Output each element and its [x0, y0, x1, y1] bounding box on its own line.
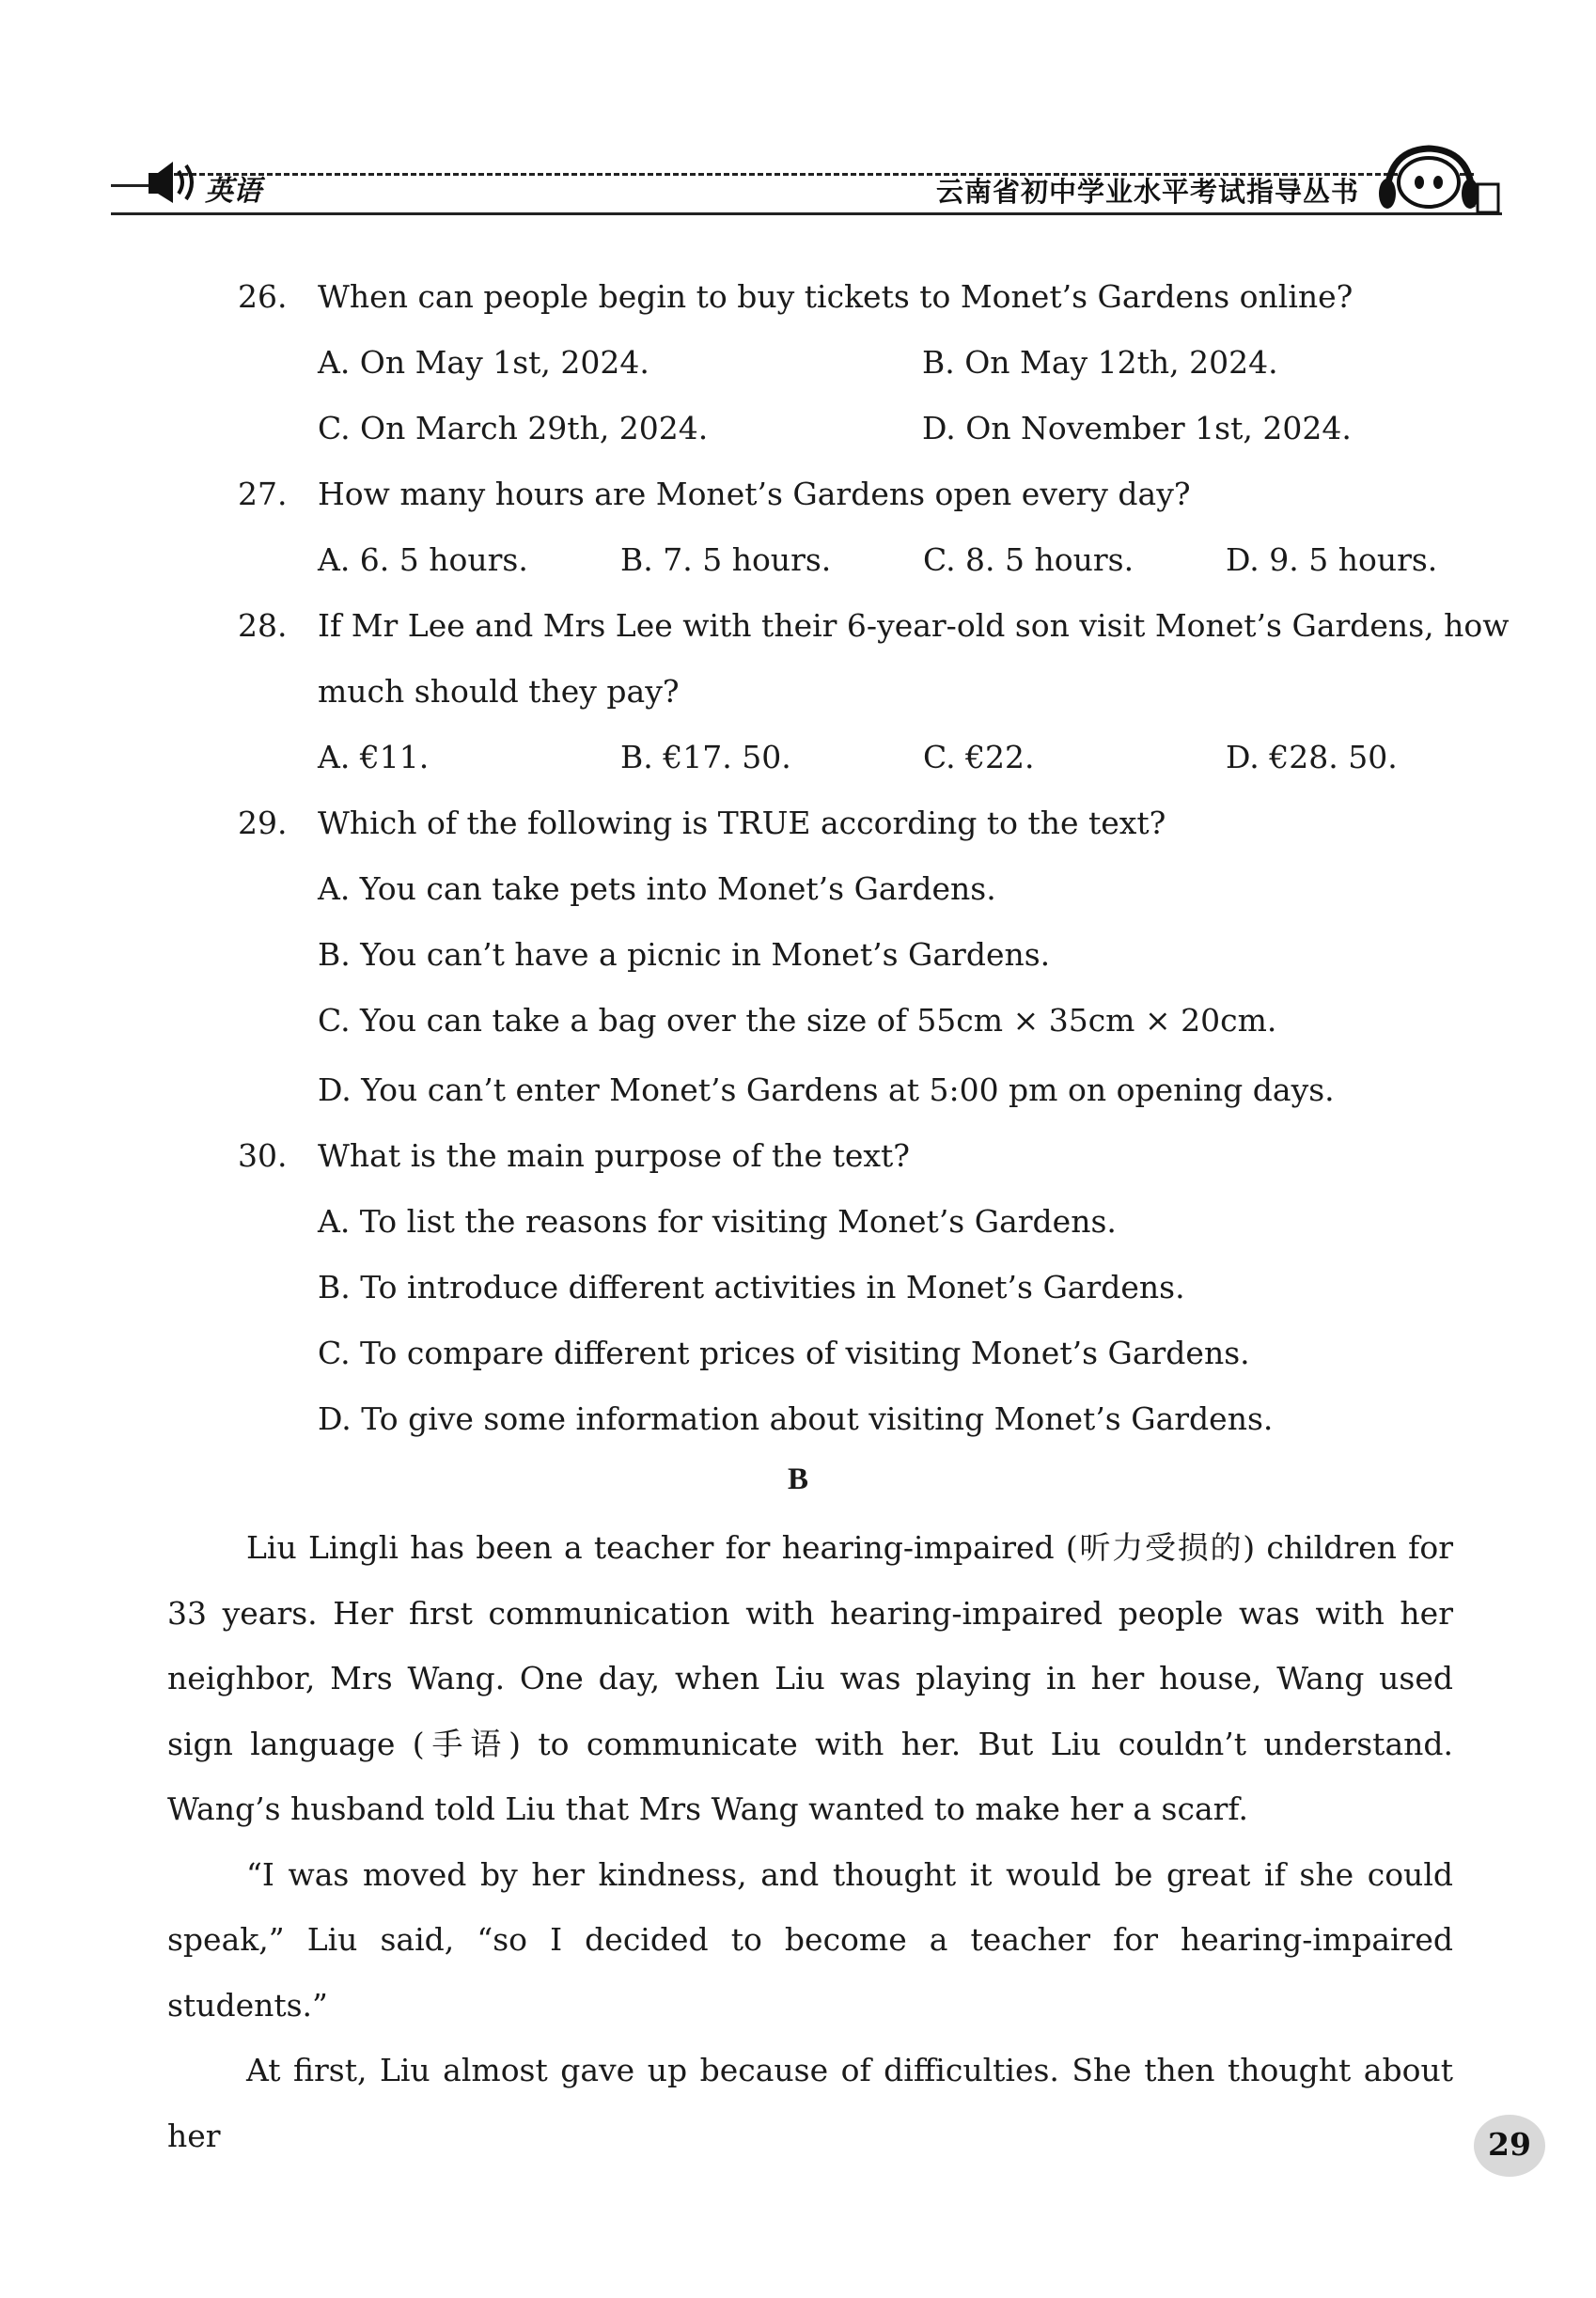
question-30-option-a: A. To list the reasons for visiting Monet’s Gardens. — [318, 1203, 1117, 1240]
speaker-icon — [111, 158, 196, 205]
page-number: 29 — [1488, 2126, 1531, 2163]
page-header — [111, 141, 1502, 226]
question-28-text-line1: If Mr Lee and Mrs Lee with their 6-year-old son visit Monet’s Gardens, how — [318, 607, 1510, 644]
question-29-option-c: C. You can take a bag over the size of 55cm × 35cm × 20cm. — [318, 1002, 1277, 1039]
question-26-option-c: C. On March 29th, 2024. — [318, 410, 709, 446]
question-28-option-d: D. €28. 50. — [1226, 739, 1398, 775]
question-30-option-d: D. To give some information about visiting Monet’s Gardens. — [318, 1400, 1274, 1437]
section-b-heading: B — [787, 1462, 808, 1496]
question-27-option-c: C. 8. 5 hours. — [923, 541, 1134, 578]
question-28-option-a: A. €11. — [318, 739, 430, 775]
question-28-text-line2: much should they pay? — [318, 673, 680, 710]
question-30-option-b: B. To introduce different activities in Monet’s Gardens. — [318, 1269, 1185, 1305]
question-29-text: Which of the following is TRUE according to the text? — [318, 805, 1166, 841]
question-26-option-d: D. On November 1st, 2024. — [922, 410, 1352, 446]
question-29-option-a: A. You can take pets into Monet’s Gardens. — [318, 870, 996, 907]
question-29-number: 29. — [238, 805, 288, 841]
question-26-number: 26. — [238, 278, 288, 315]
question-28-option-b: B. €17. 50. — [620, 739, 791, 775]
question-30-number: 30. — [238, 1137, 288, 1174]
question-29-option-d: D. You can’t enter Monet’s Gardens at 5:00 pm on opening days. — [318, 1071, 1335, 1108]
section-b-passage — [167, 1515, 1453, 2168]
question-28-option-c: C. €22. — [923, 739, 1035, 775]
question-30-option-c: C. To compare different prices of visiting Monet’s Gardens. — [318, 1335, 1250, 1371]
question-26-text: When can people begin to buy tickets to Monet’s Gardens online? — [318, 278, 1353, 315]
question-27-option-d: D. 9. 5 hours. — [1226, 541, 1438, 578]
header-rule — [111, 212, 1502, 215]
passage-paragraph: Liu Lingli has been a teacher for hearing-impaired (听力受损的) children for 33 years. Her first communication with hearing-impaired people was with her neighbor, Mrs Wang. One day, when Liu was playing in her house, Wang used sign language (手语) to communicate with her. But Liu couldn’t understand. Wang’s husband told Liu that Mrs Wang wanted to make her a scarf. — [167, 1529, 1453, 1827]
passage-paragraph: “I was moved by her kindness, and thought it would be great if she could speak,” Liu said, “so I decided to become a teacher for hearing-impaired students.” — [167, 1855, 1453, 2024]
question-30-text: What is the main purpose of the text? — [318, 1137, 910, 1174]
question-27-option-b: B. 7. 5 hours. — [620, 541, 832, 578]
question-27-number: 27. — [238, 476, 288, 512]
header-series-title: 云南省初中学业水平考试指导丛书 — [935, 176, 1359, 208]
question-27-option-a: A. 6. 5 hours. — [318, 541, 528, 578]
question-26-option-b: B. On May 12th, 2024. — [922, 344, 1278, 381]
page-number-badge — [1474, 2115, 1545, 2177]
header-subject: 英语 — [205, 175, 261, 208]
mascot-headphones-icon — [1370, 141, 1502, 222]
question-27-text: How many hours are Monet’s Gardens open every day? — [318, 476, 1191, 512]
question-28-number: 28. — [238, 607, 288, 644]
passage-paragraph: At first, Liu almost gave up because of difficulties. She then thought about her — [167, 2052, 1453, 2154]
question-29-option-b: B. You can’t have a picnic in Monet’s Gardens. — [318, 936, 1051, 973]
question-26-option-a: A. On May 1st, 2024. — [318, 344, 649, 381]
